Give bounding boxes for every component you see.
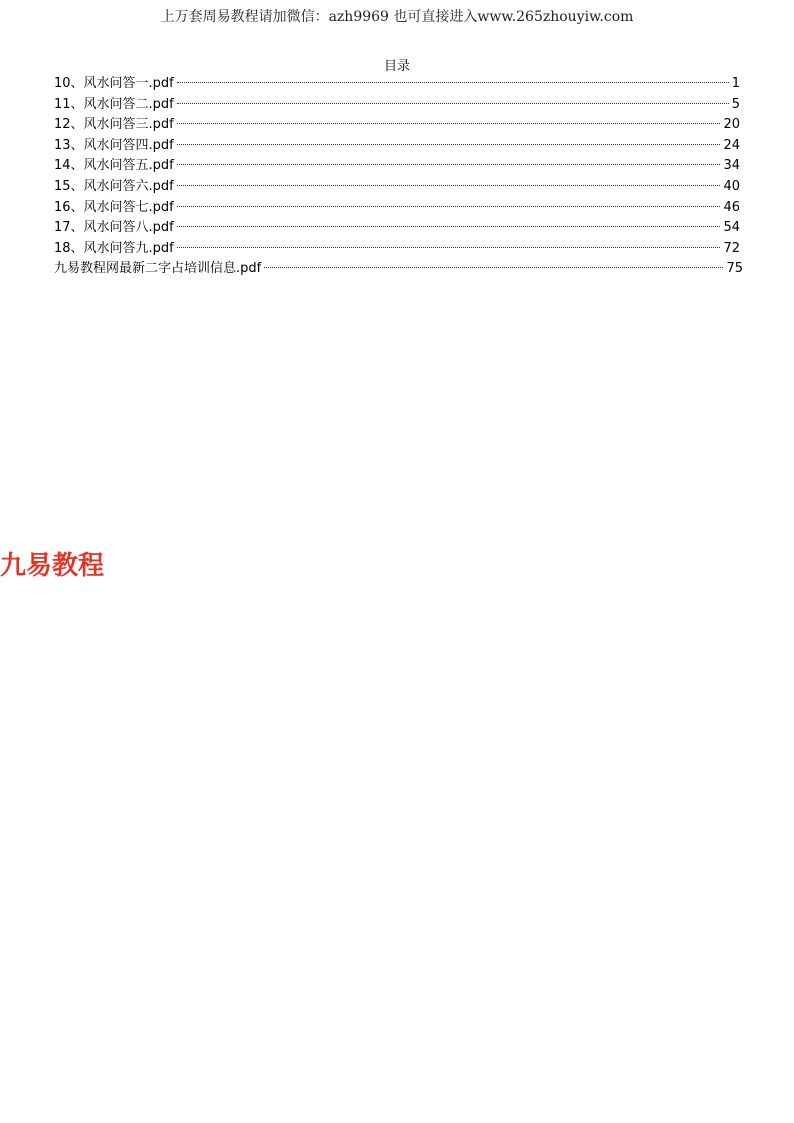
- toc-dot-leader: [177, 206, 721, 207]
- toc-entry[interactable]: [54, 240, 740, 261]
- toc-entry-page: 72: [723, 240, 740, 256]
- toc-entry[interactable]: [54, 116, 740, 137]
- toc-entry-page: 1: [731, 76, 740, 91]
- toc-entry-page: 20: [723, 117, 740, 133]
- toc-entry-label: 16、风水问答七.pdf: [54, 199, 174, 215]
- toc-dot-leader: [177, 82, 729, 83]
- toc-entry-page: 75: [726, 261, 743, 277]
- toc-entry-label: 15、风水问答六.pdf: [54, 178, 174, 194]
- toc-dot-leader: [264, 267, 723, 268]
- toc-entry-page: 54: [723, 220, 740, 236]
- toc-entry-label: 12、风水问答三.pdf: [54, 117, 174, 133]
- toc-entry-page: 46: [723, 199, 740, 215]
- toc-entry[interactable]: [54, 75, 740, 96]
- toc-entry[interactable]: [54, 219, 740, 240]
- toc-entry-label: 11、风水问答二.pdf: [54, 96, 174, 112]
- toc-dot-leader: [177, 123, 721, 124]
- brand-watermark: 九易教程: [0, 551, 105, 581]
- toc-entry-page: 24: [723, 137, 740, 153]
- toc-entry-label: 14、风水问答五.pdf: [54, 158, 174, 174]
- toc-entry[interactable]: [54, 137, 740, 158]
- toc-entry[interactable]: [54, 178, 740, 199]
- toc-entry-label: 10、风水问答一.pdf: [54, 76, 174, 91]
- toc-dot-leader: [177, 103, 729, 104]
- toc-entry-label: 17、风水问答八.pdf: [54, 220, 174, 236]
- toc-entry-label: 九易教程网最新二字占培训信息.pdf: [54, 261, 262, 277]
- toc-dot-leader: [177, 226, 721, 227]
- table-of-contents: [54, 75, 743, 281]
- toc-title: 目录: [383, 59, 410, 74]
- toc-entry[interactable]: [54, 96, 740, 117]
- toc-dot-leader: [177, 185, 721, 186]
- toc-dot-leader: [177, 144, 721, 145]
- toc-entry-label: 18、风水问答九.pdf: [54, 240, 174, 256]
- toc-dot-leader: [177, 247, 721, 248]
- toc-entry[interactable]: [54, 199, 740, 220]
- toc-entry-label: 13、风水问答四.pdf: [54, 137, 174, 153]
- toc-entry[interactable]: [54, 260, 743, 281]
- toc-entry-page: 5: [731, 96, 740, 112]
- toc-entry-page: 40: [723, 178, 740, 194]
- page-header-banner: 上万套周易教程请加微信：azh9969 也可直接进入www.265zhouyiw.com: [160, 9, 634, 25]
- toc-entry[interactable]: [54, 157, 740, 178]
- toc-entry-page: 34: [723, 158, 740, 174]
- toc-dot-leader: [177, 164, 721, 165]
